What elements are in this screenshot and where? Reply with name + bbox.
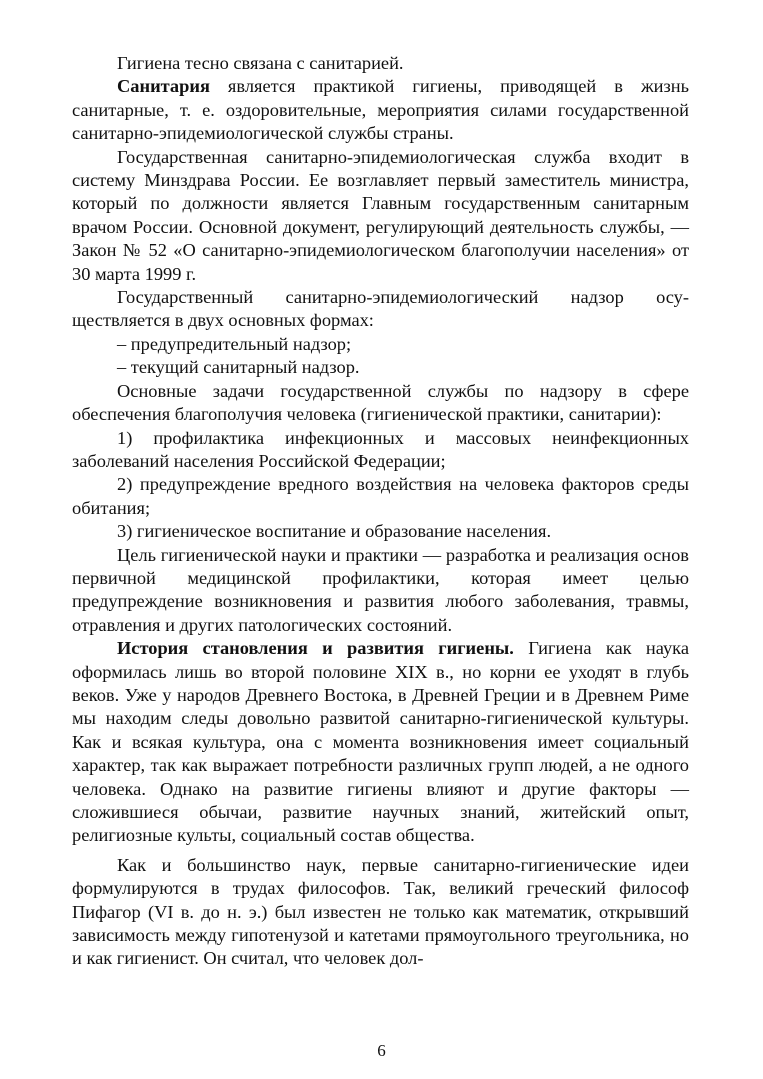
paragraph-sanitation bbox=[72, 75, 689, 145]
section-heading-history: История становления и развития гигиены. bbox=[117, 638, 514, 659]
list-item-current: – текущий санитарный надзор. bbox=[117, 357, 360, 378]
list-item-task-3: 3) гигиеническое воспитание и образование населения. bbox=[117, 521, 552, 542]
paragraph-history-text: Гигиена как наука оформилась лишь во второй половине XIX в., но корни ее уходят в глубь веков. Уже у народов Древнего Востока, в Древней Греции и в Древнем Риме мы находим следы довольно развитой санитарно-гигиенической культуры. Как и всякая культура, она с момента возникновения имеет социальный характер, так как выражает потребности различных групп людей, а не одного человека. Однако на развитие гигиены влияют и другие факторы — сложившиеся обычаи, развитие научных знаний, житейский опыт, религиозные культы, социальный состав общества. bbox=[72, 638, 689, 846]
paragraph-tasks: Основные задачи государственной службы по надзору в сфере обеспечения благополучия человека (гигиенической практики, санитарии): bbox=[72, 380, 689, 425]
list-item-task-2: 2) предупреждение вредного воздействия на человека факторов среды обитания; bbox=[72, 474, 689, 518]
list-item-task-1: 1) профилактика инфекционных и массовых неинфекционных заболеваний населения Российской Федерации; bbox=[72, 427, 689, 471]
paragraph-intro: Гигиена тесно связана с санитарией. bbox=[117, 53, 404, 73]
paragraph-history bbox=[72, 637, 689, 848]
page-body bbox=[72, 52, 689, 971]
paragraph-philosophers: Как и большинство наук, первые санитарно-гигиенические идеи формулируются в трудах философов. Так, великий греческий философ Пифагор (VI в. до н. э.) был известен не только как математик, открывший зависимость между гипотенузой и катетами прямоугольного треугольника, но и как гигиенист. Он считал, что человек дол- bbox=[72, 854, 689, 969]
term-sanitation: Санитария bbox=[117, 76, 210, 97]
paragraph-supervision: Государственный санитарно-эпидемиологический надзор осуществляется в двух основных формах: bbox=[72, 287, 689, 331]
list-item-preventive: – предупредительный надзор; bbox=[117, 333, 352, 354]
paragraph-goal: Цель гигиенической науки и практики — разработка и реализация основ первичной медицинской профилактики, которая имеет целью предупреждение возникновения и развития любого заболевания, травмы, отравления и других патологических состояний. bbox=[72, 544, 689, 635]
paragraph-service: Государственная санитарно-эпидемиологическая служба входит в систему Минздрава России. Ее возглавляет первый заместитель министра, который по должности является Главным государственным санитарным врачом России. Основной документ, регулирующий деятельность службы, — Закон № 52 «О санитарно-эпидемиологическом благополучии населения» от 30 марта 1999 г. bbox=[72, 146, 689, 284]
page-number: 6 bbox=[377, 1041, 386, 1060]
paragraph-sanitation-text: является практикой гигиены, приводящей в жизнь санитарные, т. е. оздоровительные, мероприятия силами государственной санитарно-эпидемиологической службы страны. bbox=[72, 76, 689, 144]
